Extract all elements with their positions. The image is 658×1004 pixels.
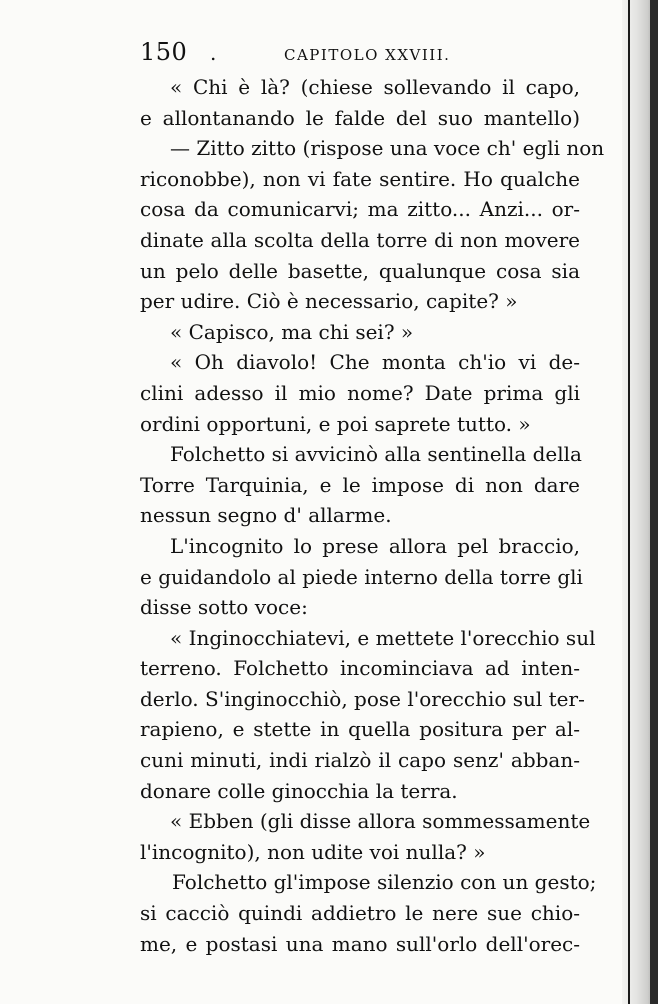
text-line: cuni minuti, indi rialzò il capo senz' abban- [140, 748, 580, 773]
running-head [140, 38, 580, 72]
text-line: « Oh diavolo! Che monta ch'io vi de- [170, 350, 580, 375]
text-line: clini adesso il mio nome? Date prima gli [140, 380, 580, 405]
chapter-title: CAPITOLO XXVIII. [284, 46, 451, 64]
text-line: rapieno, e stette in quella positura per al- [140, 717, 580, 742]
text-line: donare colle ginocchia la terra. [140, 778, 458, 803]
text-line: per udire. Ciò è necessario, capite? » [140, 289, 518, 314]
header-separator: . [210, 41, 217, 65]
text-line: disse sotto voce: [140, 595, 308, 620]
text-line: e guidandolo al piede interno della torre gli [140, 564, 583, 589]
text-line: me, e postasi una mano sull'orlo dell'orec- [140, 931, 580, 956]
text-line: terreno. Folchetto incominciava ad inten- [140, 656, 580, 681]
text-line: derlo. S'inginocchiò, pose l'orecchio sul ter- [140, 686, 585, 711]
text-line: cosa da comunicarvi; ma zitto... Anzi... or- [140, 197, 580, 222]
text-line: « Inginocchiatevi, e mettete l'orecchio sul [170, 625, 596, 650]
binding-edge [650, 0, 658, 1004]
page-number: 150 [140, 38, 188, 66]
text-line: — Zitto zitto (rispose una voce ch' egli non [170, 136, 605, 161]
text-line: e allontanando le falde del suo mantello) [140, 105, 580, 130]
text-line: un pelo delle basette, qualunque cosa sia [140, 258, 580, 283]
text-line: L'incognito lo prese allora pel braccio, [170, 533, 580, 558]
text-line: « Capisco, ma chi sei? » [170, 319, 414, 344]
text-line: « Chi è là? (chiese sollevando il capo, [170, 75, 580, 99]
text-line: riconobbe), non vi fate sentire. Ho qualche [140, 166, 580, 191]
text-line: l'incognito), non udite voi nulla? » [140, 839, 486, 864]
text-line: « Ebben (gli disse allora sommessamente [170, 809, 591, 834]
text-line: Folchetto gl'impose silenzio con un gesto; [172, 870, 597, 895]
text-block [140, 38, 605, 959]
text-line: dinate alla scolta della torre di non movere [140, 227, 580, 252]
text-line: ordini opportuni, e poi saprete tutto. » [140, 411, 531, 436]
page-edge-line [628, 0, 630, 1004]
text-line: Torre Tarquinia, e le impose di non dare [140, 472, 580, 497]
text-line: si cacciò quindi addietro le nere sue chio- [140, 901, 580, 926]
text-line: Folchetto si avvicinò alla sentinella della [170, 442, 582, 467]
text-line: nessun segno d' allarme. [140, 503, 392, 528]
